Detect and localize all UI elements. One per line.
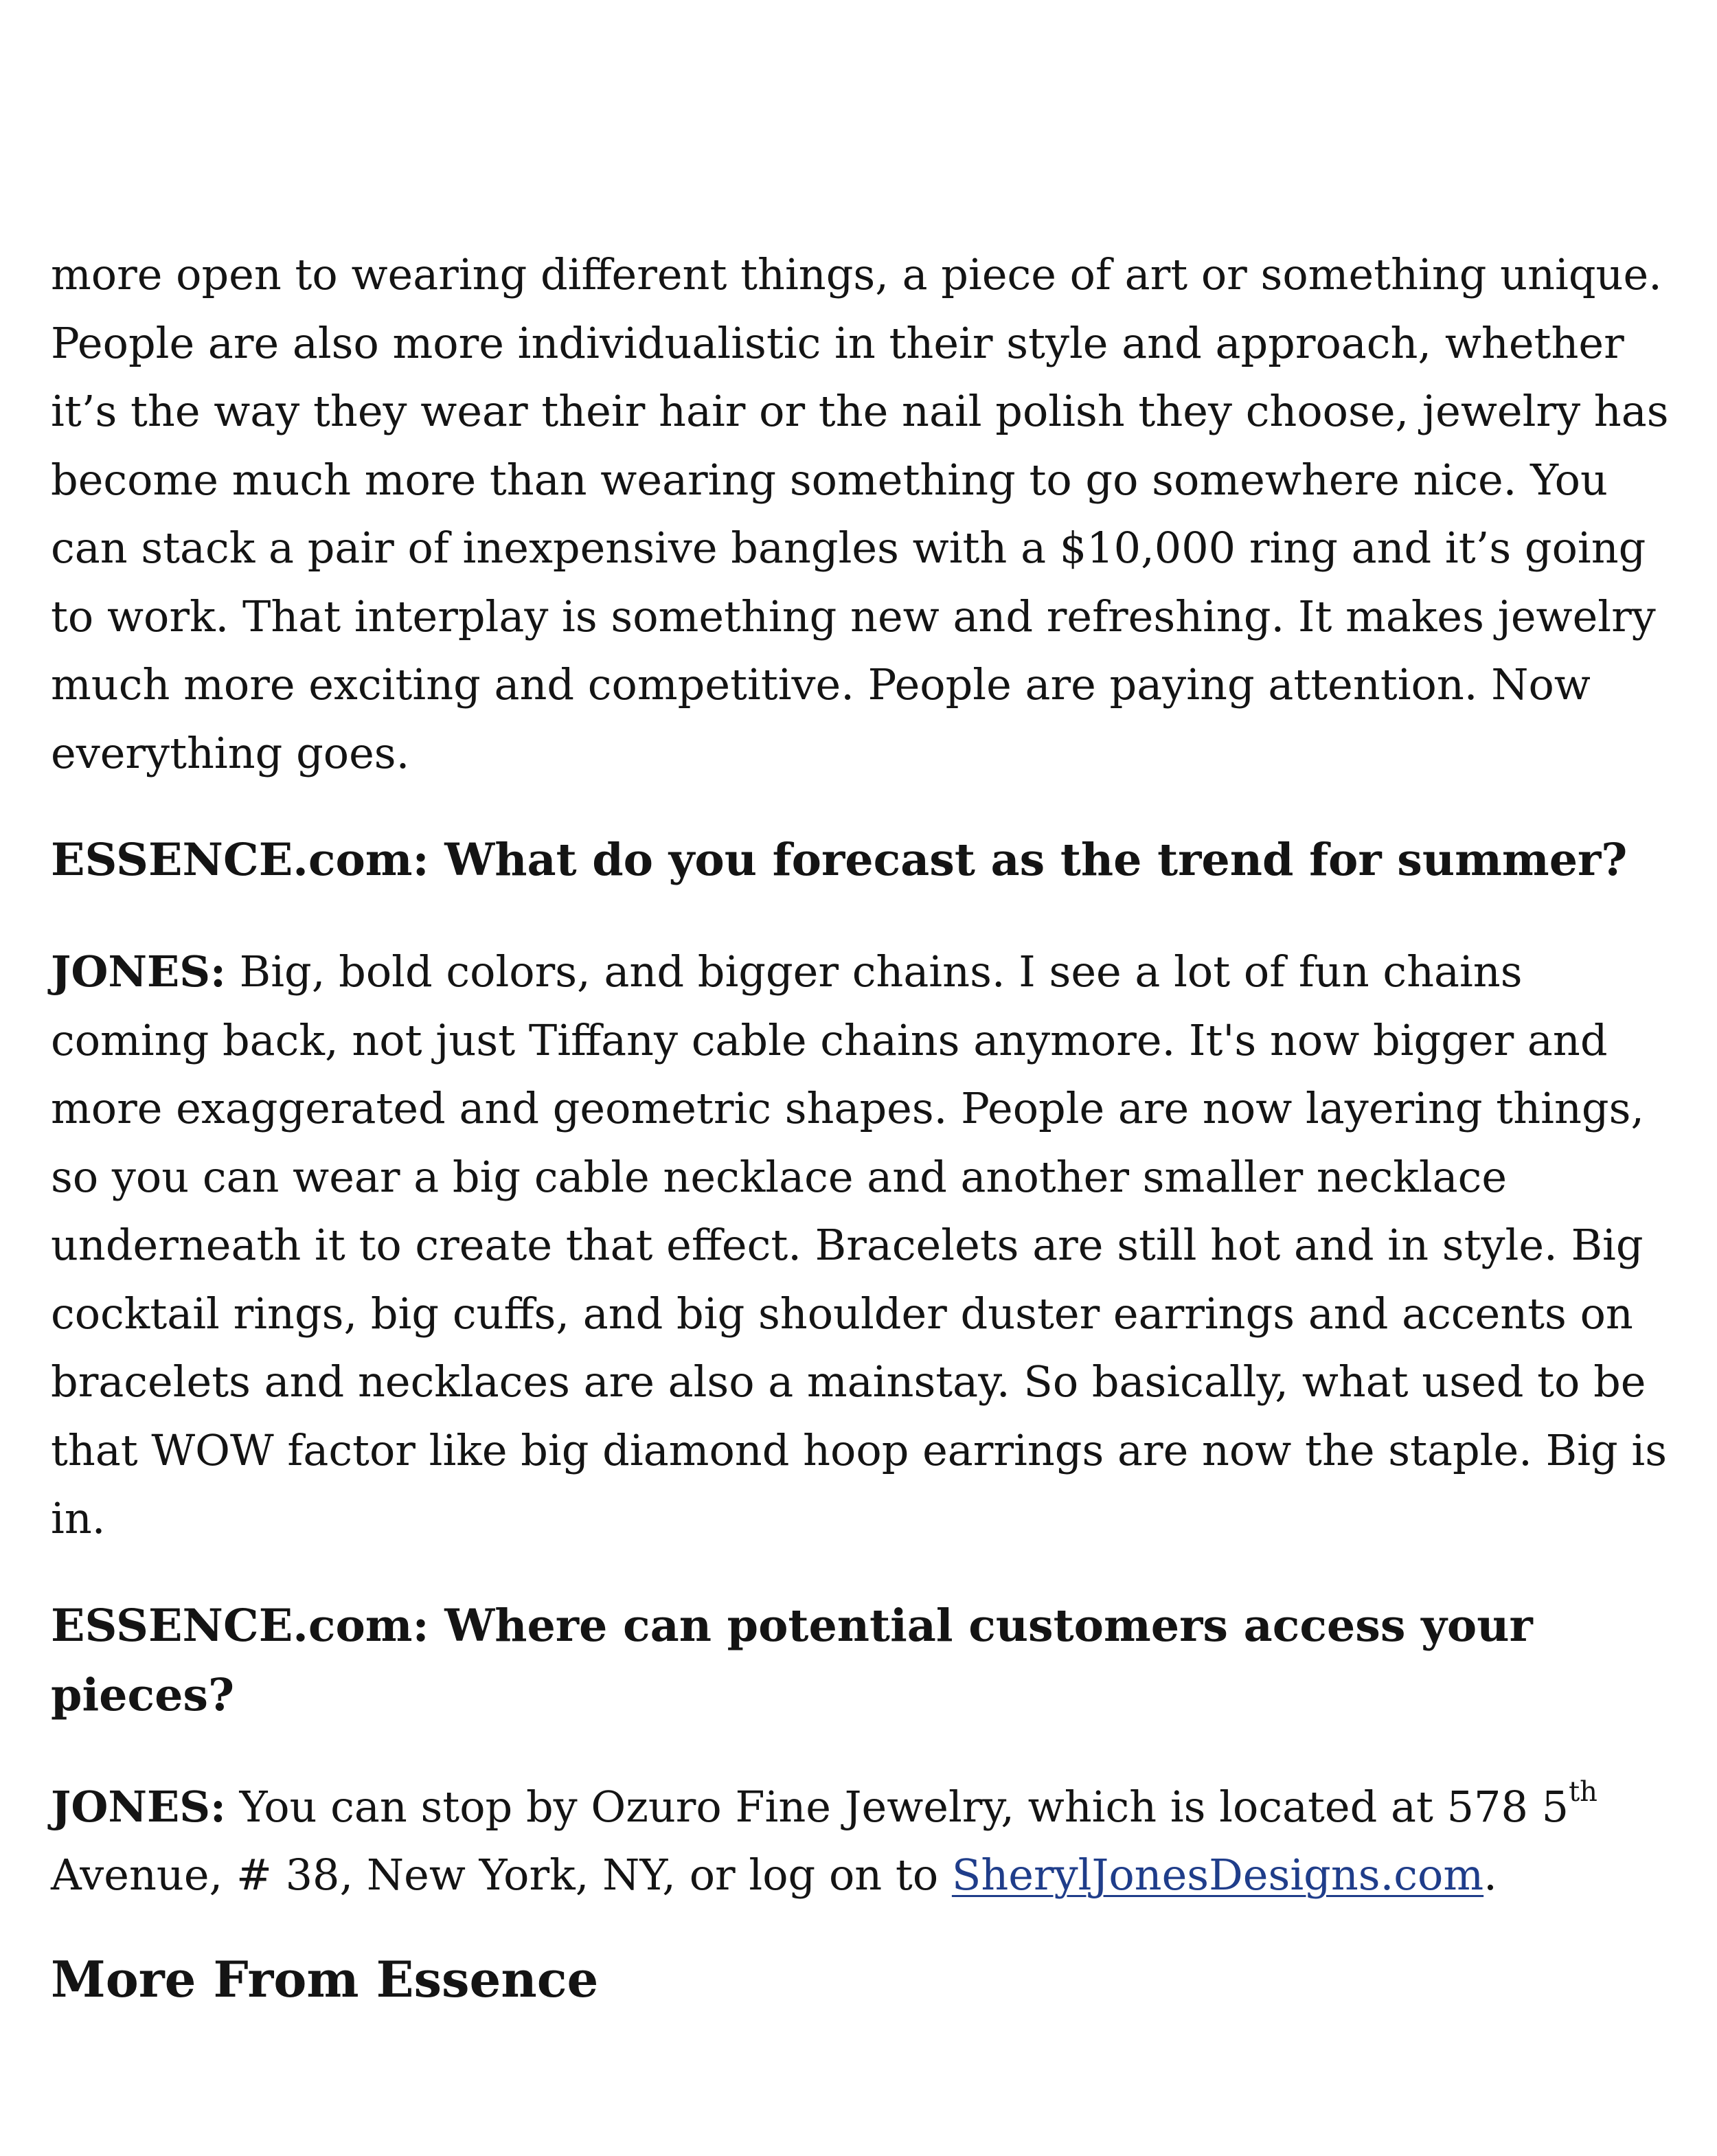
question-where-to-buy: ESSENCE.com: Where can potential customers access your pieces?: [51, 1599, 1533, 1721]
answer-text-before: You can stop by Ozuro Fine Jewelry, which is located at 578 5: [239, 1781, 1569, 1832]
article-body: [51, 240, 1672, 2014]
answer-summer-trend: [51, 938, 1672, 1553]
more-from-essence-heading: More From Essence: [51, 1949, 599, 2008]
question-summer-trend: ESSENCE.com: What do you forecast as the trend for summer?: [51, 834, 1628, 886]
speaker-label: JONES:: [51, 1781, 226, 1832]
sheryl-jones-designs-link[interactable]: SherylJonesDesigns.com: [951, 1850, 1484, 1900]
answer-where-to-buy: [51, 1773, 1672, 1909]
speaker-label: JONES:: [51, 946, 226, 997]
ordinal-suffix: th: [1569, 1775, 1597, 1808]
answer-text: Big, bold colors, and bigger chains. I see a lot of fun chains coming back, not just Tiffany cable chains anymore. It's now bigger and more exaggerated and geometric shapes. People are now layering things, so you can wear a big cable necklace and another smaller necklace underneath it to create that effect. Bracelets are still hot and in style. Big cocktail rings, big cuffs, and big shoulder duster earrings and accents on bracelets and necklaces are also a mainstay. So basically, what used to be that WOW factor like big diamond hoop earrings are now the staple. Big is in.: [51, 946, 1668, 1543]
intro-paragraph: more open to wearing different things, a piece of art or something unique. People are also more individualistic in their style and approach, whether it’s the way they wear their hair or the nail polish they choose, jewelry has become much more than wearing something to go somewhere nice. You can stack a pair of inexpensive bangles with a $10,000 ring and it’s going to work. That interplay is something new and refreshing. It makes jewelry much more exciting and competitive. People are paying attention. Now everything goes.: [51, 249, 1669, 778]
answer-text-middle: Avenue, # 38, New York, NY, or log on to: [51, 1850, 939, 1900]
answer-text-after: .: [1483, 1850, 1497, 1900]
